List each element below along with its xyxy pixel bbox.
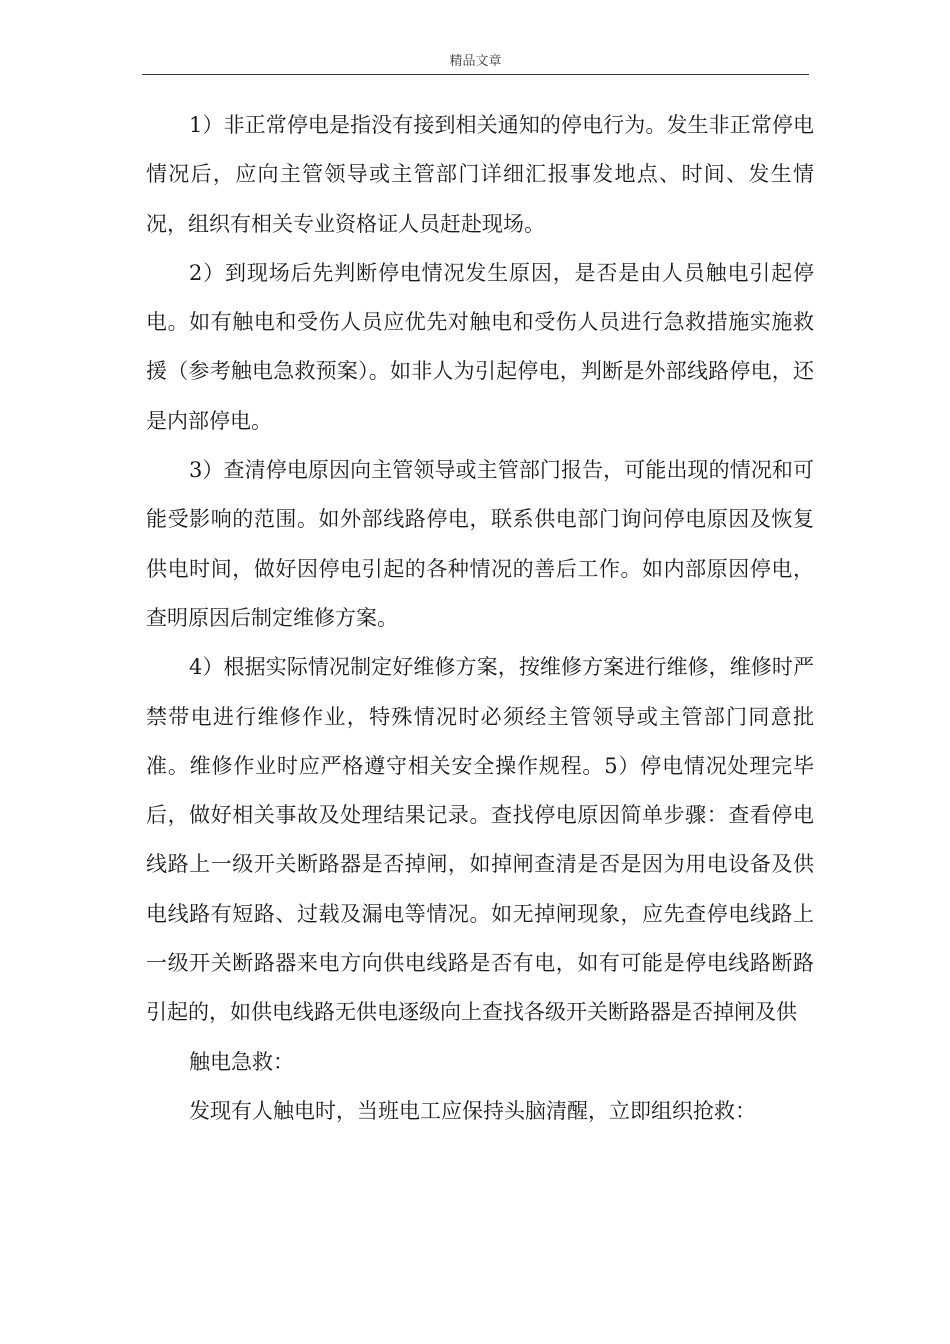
paragraph-2: 2）到现场后先判断停电情况发生原因，是否是由人员触电引起停电。如有触电和受伤人员应优先对触电和受伤人员进行急救措施实施救援（参考触电急救预案）。如非人为引起停电，判断是外部线路停电，还是内部停电。: [146, 260, 814, 433]
paragraph-3: 3）查清停电原因向主管领导或主管部门报告，可能出现的情况和可能受影响的范围。如外部线路停电，联系供电部门询问停电原因及恢复供电时间，做好因停电引起的各种情况的善后工作。如内部原因停电，查明原因后制定维修方案。: [146, 458, 814, 630]
header-title: 精品文章: [449, 54, 502, 69]
document-body: [146, 101, 814, 1136]
page-header: [142, 52, 809, 75]
section-heading-first-aid: 触电急救：: [189, 1049, 294, 1074]
paragraph-4: 4）根据实际情况制定好维修方案，按维修方案进行维修，维修时严禁带电进行维修作业，特殊情况时必须经主管领导或主管部门同意批准。维修作业时应严格遵守相关安全操作规程。5）停电情况处理完毕后，做好相关事故及处理结果记录。查找停电原因简单步骤：查看停电线路上一级开关断路器是否掉闸，如掉闸查清是否是因为用电设备及供电线路有短路、过载及漏电等情况。如无掉闸现象，应先查停电线路上一级开关断路器来电方向供电线路是否有电，如有可能是停电线路断路引起的，如供电线路无供电逐级向上查找各级开关断路器是否掉闸及供: [146, 655, 814, 1025]
paragraph-5: 发现有人触电时，当班电工应保持头脑清醒，立即组织抢救：: [189, 1098, 756, 1123]
paragraph-1: 1）非正常停电是指没有接到相关通知的停电行为。发生非正常停电情况后，应向主管领导或主管部门详细汇报事发地点、时间、发生情况，组织有相关专业资格证人员赶赴现场。: [146, 113, 814, 236]
